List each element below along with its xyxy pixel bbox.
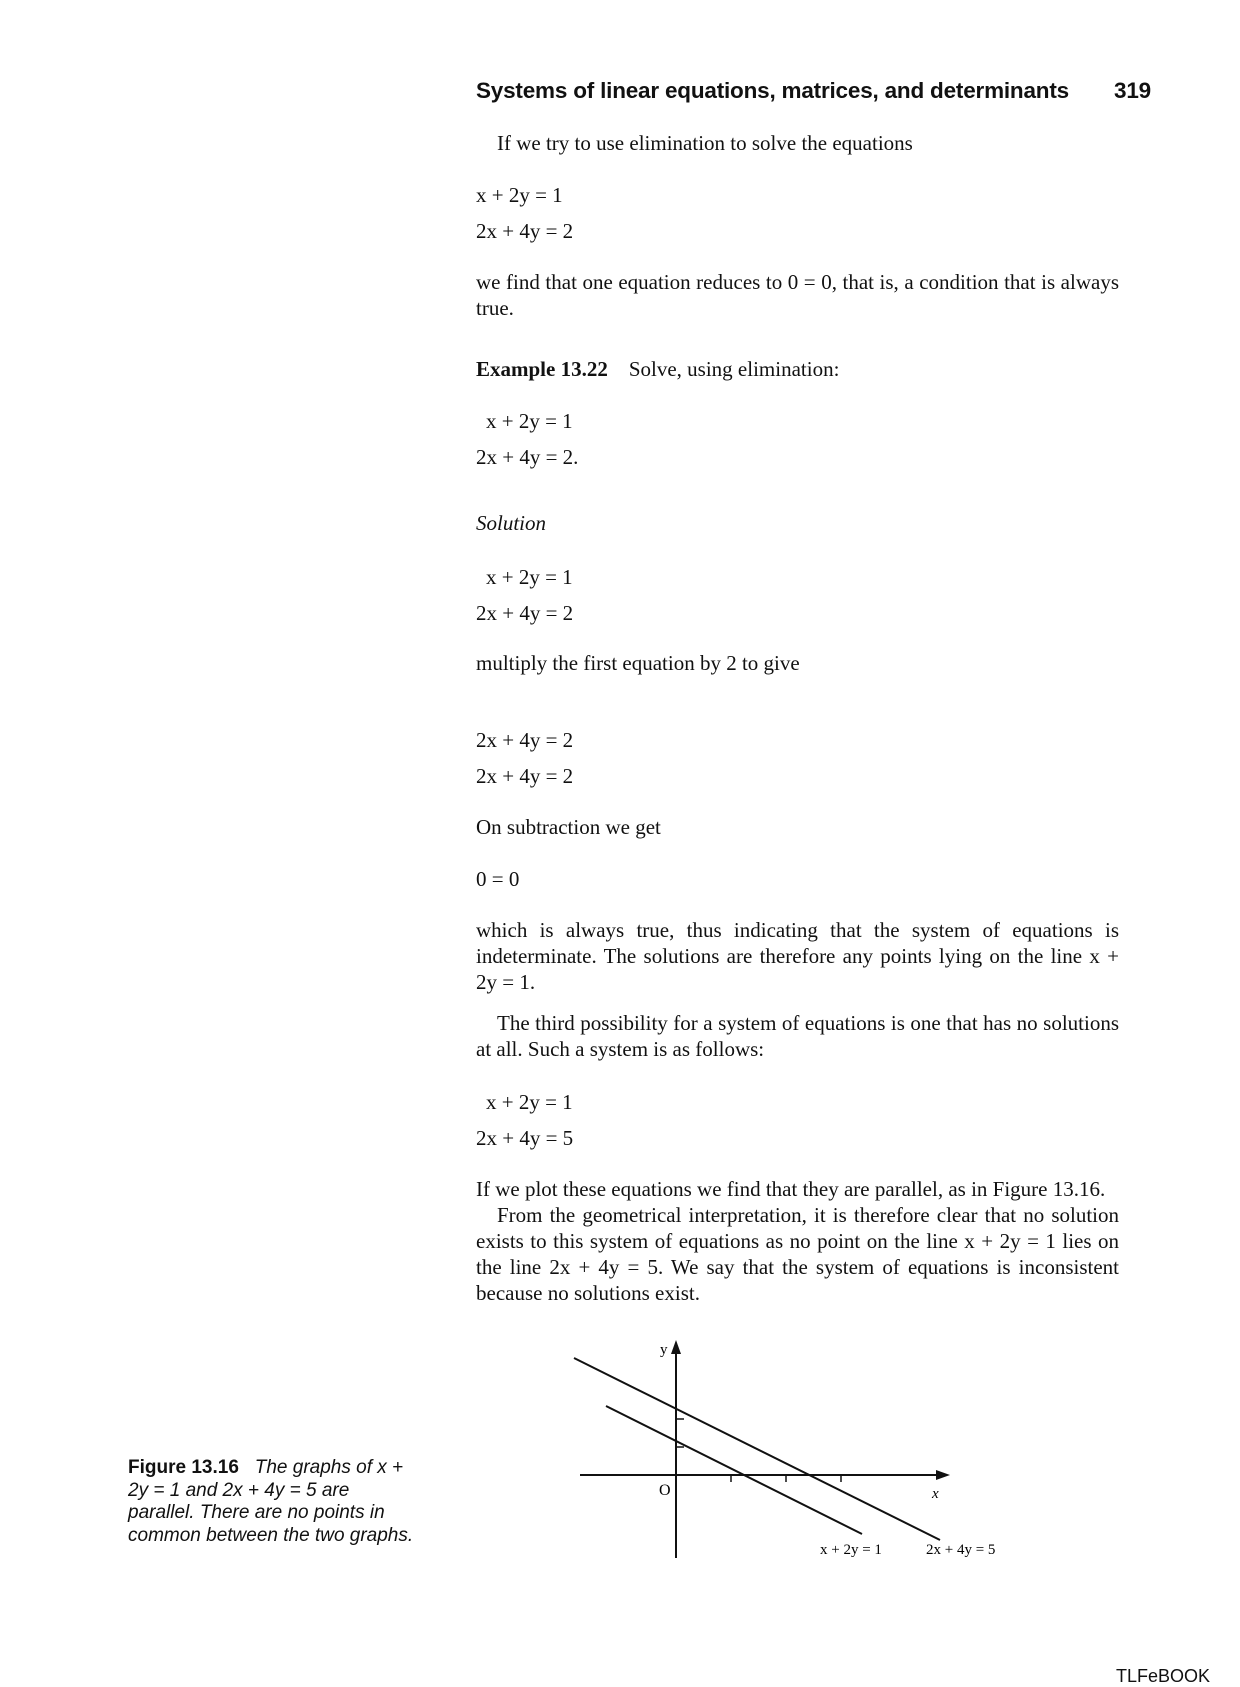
graph-line-x-2y-1 xyxy=(606,1406,862,1534)
figure-caption-text: The graphs of x + 2y = 1 and 2x + 4y = 5 are parallel. There are no points in common between the two graphs. xyxy=(128,1457,414,1546)
x-axis-arrow-icon xyxy=(936,1470,950,1480)
system1-eq1: x + 2y = 1 xyxy=(476,183,563,207)
line2-label: 2x + 4y = 5 xyxy=(926,1542,996,1558)
result-eq: 0 = 0 xyxy=(476,867,520,891)
example-label: Example 13.22 xyxy=(476,357,608,381)
third-possibility-paragraph: The third possibility for a system of equations is one that has no solutions at all. Such a system is as follows: xyxy=(476,1011,1119,1061)
figure-label: Figure 13.16 xyxy=(128,1457,239,1478)
chapter-title: Systems of linear equations, matrices, and determinants xyxy=(476,78,1069,103)
graph-line-2x-4y-5 xyxy=(574,1358,940,1540)
multiply-text: multiply the first equation by 2 to give xyxy=(476,651,800,675)
system3-eq2: 2x + 4y = 5 xyxy=(476,1126,574,1150)
conclusion-paragraph: which is always true, thus indicating that the system of equations is indeterminate. The solutions are therefore any points lying on the line x + 2y = 1. xyxy=(476,918,1119,994)
example-heading xyxy=(476,356,839,382)
reduce-paragraph: we find that one equation reduces to 0 = 0, that is, a condition that is always true. xyxy=(476,270,1119,320)
solution-heading: Solution xyxy=(476,511,547,535)
subtract-text: On subtraction we get xyxy=(476,815,661,839)
line1-label: x + 2y = 1 xyxy=(820,1542,882,1558)
solution-eq1: x + 2y = 1 xyxy=(486,565,573,589)
figure-caption xyxy=(128,1457,418,1547)
geometric-paragraph: From the geometrical interpretation, it is therefore clear that no solution exists to this system of equations as no point on the line x + 2y = 1 lies on the line 2x + 4y = 5. We say that the system of equations is inconsistent because no solutions exist. xyxy=(476,1203,1119,1305)
intro-text: If we try to use elimination to solve the equations xyxy=(497,131,913,155)
y-axis-arrow-icon xyxy=(671,1340,681,1354)
plot-paragraph: If we plot these equations we find that they are parallel, as in Figure 13.16. xyxy=(476,1177,1106,1201)
footer-watermark: TLFeBOOK xyxy=(1116,1666,1211,1686)
origin-label: O xyxy=(659,1482,671,1499)
page-number: 319 xyxy=(1114,78,1151,103)
figure-graph xyxy=(560,1330,1040,1570)
x-axis-label: x xyxy=(932,1486,939,1502)
running-header xyxy=(476,78,1156,104)
system1-eq2: 2x + 4y = 2 xyxy=(476,219,574,243)
system3-eq1: x + 2y = 1 xyxy=(486,1090,573,1114)
y-axis-label: y xyxy=(660,1342,668,1358)
solution-eq3: 2x + 4y = 2 xyxy=(476,728,574,752)
solution-eq2: 2x + 4y = 2 xyxy=(476,601,574,625)
example-eq2: 2x + 4y = 2. xyxy=(476,445,579,469)
example-eq1: x + 2y = 1 xyxy=(486,409,573,433)
solution-eq4: 2x + 4y = 2 xyxy=(476,764,574,788)
example-prompt: Solve, using elimination: xyxy=(628,357,840,381)
